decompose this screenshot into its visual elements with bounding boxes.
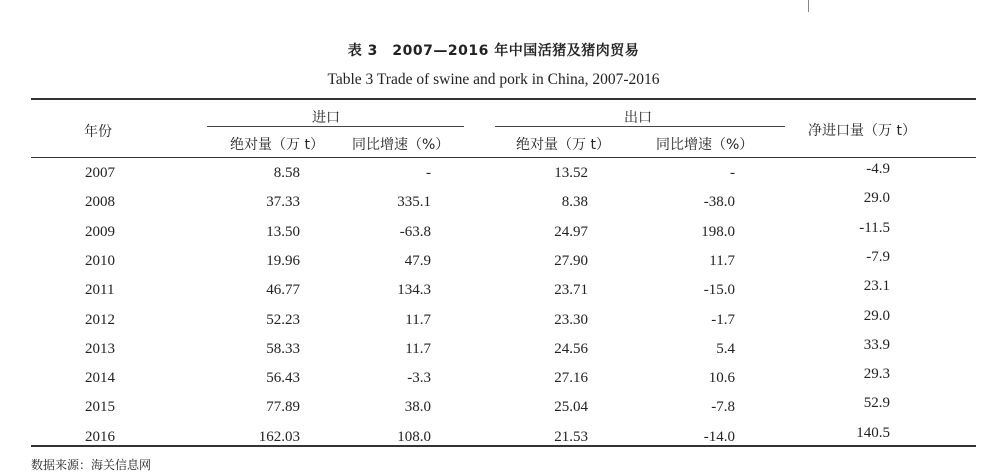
header-import-absolute: 绝对量（万 t） — [230, 137, 324, 153]
cell-export-absolute: 24.97 — [554, 223, 588, 240]
cell-import-yoy: - — [426, 165, 431, 181]
cell-import-yoy: 38.0 — [404, 399, 431, 416]
cell-export-absolute: 13.52 — [554, 165, 588, 181]
cell-import-yoy: 108.0 — [397, 428, 431, 445]
cell-import-yoy: -3.3 — [407, 370, 431, 387]
cell-net-import: -7.9 — [866, 248, 890, 265]
cell-import-yoy: -63.8 — [399, 223, 431, 240]
cell-export-absolute: 21.53 — [554, 428, 588, 445]
header-net-import: 净进口量（万 t） — [808, 123, 916, 139]
table-row — [0, 336, 987, 361]
cell-export-yoy: -14.0 — [703, 428, 735, 445]
cell-export-absolute: 25.04 — [554, 399, 588, 416]
cell-export-yoy: - — [730, 165, 735, 181]
cell-net-import: 140.5 — [856, 424, 890, 441]
cell-export-yoy: -38.0 — [703, 194, 735, 211]
cell-import-yoy: 11.7 — [405, 311, 431, 328]
cell-year: 2011 — [85, 282, 115, 299]
cell-export-absolute: 24.56 — [554, 340, 588, 357]
header-export: 出口 — [624, 110, 652, 126]
cell-net-import: 33.9 — [863, 336, 890, 353]
cell-export-yoy: 5.4 — [716, 340, 735, 357]
table-row — [0, 219, 987, 244]
cell-import-absolute: 162.03 — [258, 428, 300, 445]
header-import: 进口 — [312, 110, 340, 126]
cell-net-import: -11.5 — [859, 219, 890, 236]
cell-net-import: 52.9 — [863, 395, 890, 412]
cell-year: 2010 — [85, 252, 115, 269]
table-title-chinese: 表 3 2007—2016 年中国活猪及猪肉贸易 — [347, 43, 640, 59]
table-row — [0, 248, 987, 273]
header-export-absolute: 绝对量（万 t） — [516, 137, 610, 153]
header-export-yoy: 同比增速（%） — [656, 137, 754, 153]
table-title-english: Table 3 Trade of swine and pork in China, 2007-2016 — [327, 71, 660, 88]
table-row — [0, 278, 987, 302]
cell-import-yoy: 134.3 — [397, 282, 431, 299]
cell-export-yoy: -7.8 — [711, 399, 735, 416]
table-row — [0, 395, 987, 419]
cell-export-yoy: -1.7 — [711, 311, 735, 328]
table-row — [0, 161, 987, 185]
cell-net-import: 29.0 — [863, 190, 890, 207]
cell-export-yoy: 11.7 — [709, 252, 735, 269]
header-year: 年份 — [84, 124, 112, 140]
cell-export-absolute: 8.38 — [561, 194, 588, 211]
cell-import-yoy: 47.9 — [404, 252, 431, 269]
cell-import-absolute: 46.77 — [266, 282, 300, 299]
cell-year: 2015 — [85, 399, 115, 416]
cell-year: 2014 — [85, 370, 115, 387]
cell-import-absolute: 13.50 — [266, 223, 300, 240]
cell-year: 2008 — [85, 194, 115, 211]
cell-import-absolute: 8.58 — [273, 165, 300, 181]
cell-year: 2013 — [85, 340, 115, 357]
table-row — [0, 307, 987, 332]
cell-export-absolute: 27.90 — [554, 252, 588, 269]
table-row — [0, 190, 987, 214]
table-row — [0, 366, 987, 390]
cell-import-absolute: 37.33 — [266, 194, 300, 211]
cell-export-absolute: 23.71 — [554, 282, 588, 299]
cell-import-absolute: 58.33 — [266, 340, 300, 357]
cell-net-import: 29.0 — [863, 307, 890, 324]
cell-import-absolute: 77.89 — [266, 399, 300, 416]
table-row — [0, 424, 987, 449]
cell-import-absolute: 52.23 — [266, 311, 300, 328]
cell-export-yoy: -15.0 — [703, 282, 735, 299]
cell-export-yoy: 198.0 — [701, 223, 735, 240]
cell-import-yoy: 335.1 — [397, 194, 431, 211]
cell-import-absolute: 56.43 — [266, 370, 300, 387]
cell-import-absolute: 19.96 — [266, 252, 300, 269]
cell-export-absolute: 27.16 — [554, 370, 588, 387]
cell-export-absolute: 23.30 — [554, 311, 588, 328]
cell-net-import: 29.3 — [863, 366, 890, 383]
cell-year: 2007 — [85, 165, 115, 181]
cell-import-yoy: 11.7 — [405, 340, 431, 357]
cell-year: 2009 — [85, 223, 115, 240]
data-source-note: 数据来源：海关信息网 — [31, 458, 152, 472]
header-import-yoy: 同比增速（%） — [352, 137, 450, 153]
cell-export-yoy: 10.6 — [708, 370, 735, 387]
cell-net-import: -4.9 — [866, 161, 890, 177]
cell-year: 2016 — [85, 428, 115, 445]
cell-net-import: 23.1 — [863, 278, 890, 295]
cell-year: 2012 — [85, 311, 115, 328]
